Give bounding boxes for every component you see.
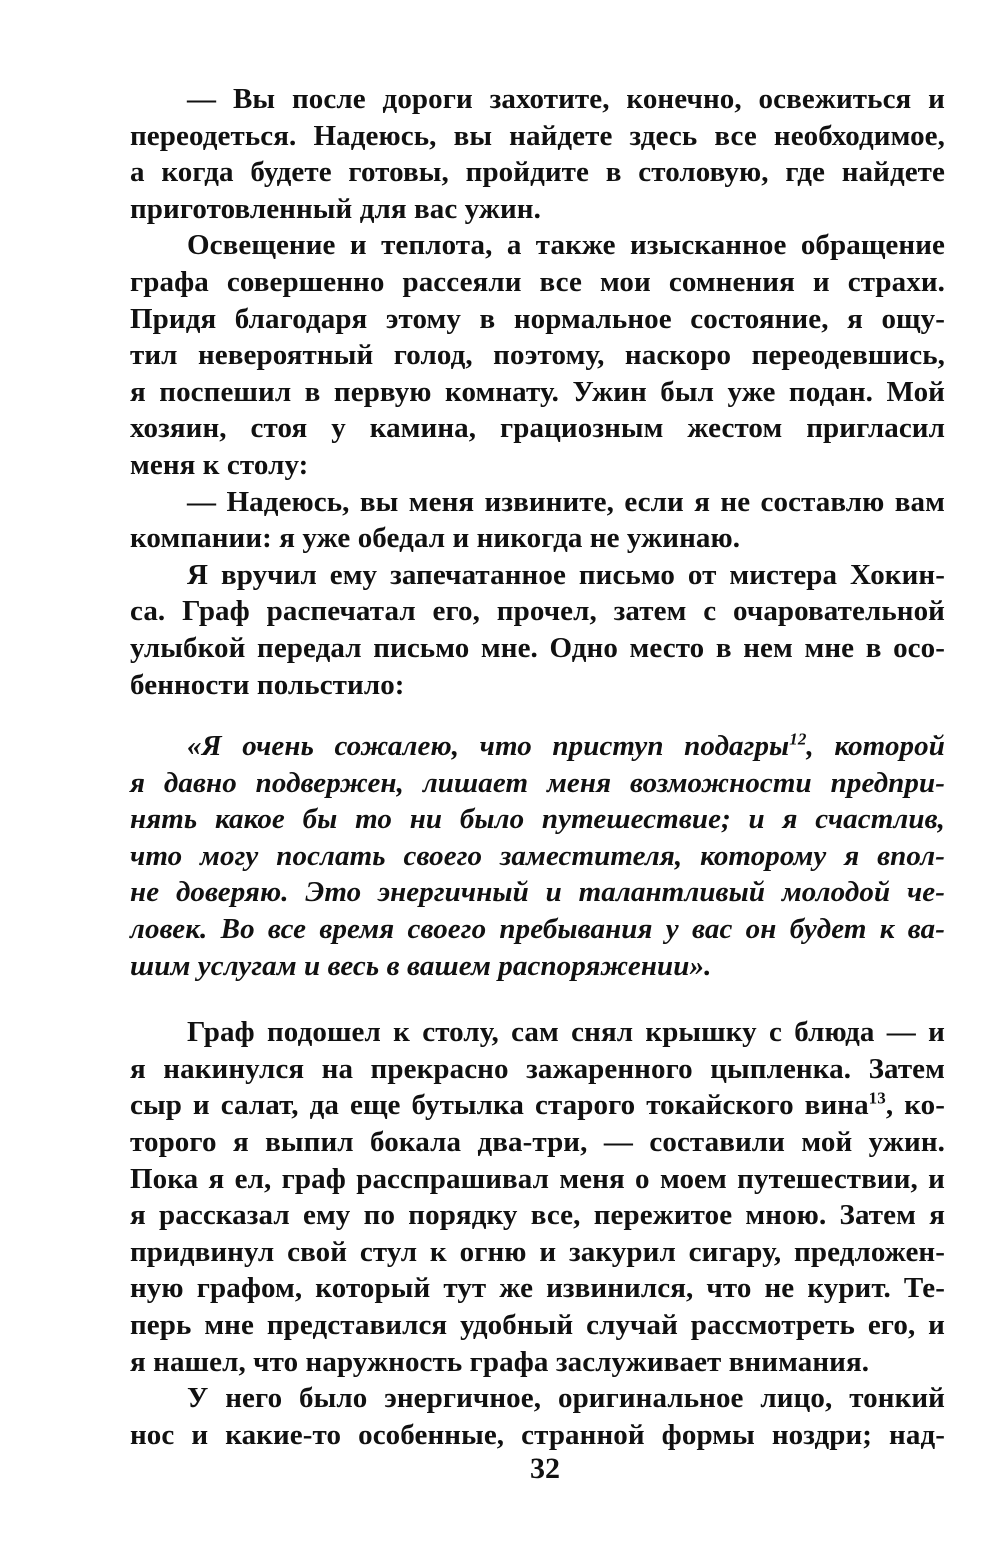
paragraph xyxy=(130,227,945,483)
footnote-marker: 12 xyxy=(789,729,807,749)
text-line: не доверяю. Это энергичный и талантливый молодой че- xyxy=(130,876,945,909)
paragraph xyxy=(130,484,945,557)
text-line: са. Граф распечатал его, прочел, затем с очаровательной xyxy=(130,595,945,628)
text-line: ловек. Во все время своего пребывания у вас он будет к ва- xyxy=(130,913,945,946)
text-line: перь мне представился удобный случай рассмотреть его, и xyxy=(130,1309,945,1341)
text-line: Пока я ел, граф расспрашивал меня о моем путешествии, и xyxy=(130,1162,945,1195)
text-line: — Надеюсь, вы меня извините, если я не составлю вам xyxy=(187,485,945,518)
text-line: шим услугам и весь в вашем распоряжении». xyxy=(130,949,712,982)
text-line: придвинул свой стул к огню и закурил сигару, предложен- xyxy=(130,1235,945,1268)
text-line: переодеться. Надеюсь, вы найдете здесь все необходимое, xyxy=(130,119,945,152)
text-line: бенности польстило: xyxy=(130,668,405,701)
text-line: графа совершенно рассеяли все мои сомнения и страхи. xyxy=(130,265,945,298)
text-line: я поспешил в первую комнату. Ужин был уже подан. Мой xyxy=(130,375,945,408)
text-line: компании: я уже обедал и никогда не ужинаю. xyxy=(130,522,741,555)
text-line xyxy=(130,1087,945,1124)
quoted-letter-paragraph xyxy=(130,728,945,984)
text-segment: , ко- xyxy=(885,1089,945,1122)
text-line: что могу послать своего заместителя, которому я впол- xyxy=(130,839,945,872)
text-segment: , которой xyxy=(806,730,945,763)
paragraph xyxy=(130,1380,945,1453)
text-line: меня к столу: xyxy=(130,448,309,481)
text-line xyxy=(130,728,945,765)
text-line: У него было энергичное, оригинальное лицо, тонкий xyxy=(187,1382,945,1415)
text-line: ную графом, который тут же извинился, что не курит. Те- xyxy=(130,1272,945,1305)
text-segment: сыр и салат, да еще бутылка старого токайского вина xyxy=(130,1089,869,1122)
text-line: я накинулся на прекрасно зажаренного цыпленка. Затем xyxy=(130,1052,945,1085)
text-line: Граф подошел к столу, сам снял крышку с блюда — и xyxy=(187,1016,945,1049)
text-line: Придя благодаря этому в нормальное состояние, я ощу- xyxy=(130,302,945,335)
book-page-text xyxy=(130,81,945,1453)
text-line: я рассказал ему по порядку все, пережитое мною. Затем я xyxy=(130,1199,945,1232)
text-line: а когда будете готовы, пройдите в столовую, где найдете xyxy=(130,156,945,189)
text-line: Я вручил ему запечатанное письмо от мистера Хокин- xyxy=(187,558,945,591)
text-line: я давно подвержен, лишает меня возможности предпри- xyxy=(130,766,945,799)
text-line: улыбкой передал письмо мне. Одно место в нем мне в осо- xyxy=(130,631,945,664)
text-line: приготовленный для вас ужин. xyxy=(130,192,541,225)
text-segment: «Я очень сожалею, что приступ подагры xyxy=(187,730,790,763)
text-line: нос и какие-то особенные, странной формы ноздри; над- xyxy=(130,1418,945,1451)
text-line: тил невероятный голод, поэтому, наскоро переодевшись, xyxy=(130,339,945,372)
text-line: торого я выпил бокала два-три, — составили мой ужин. xyxy=(130,1126,945,1159)
text-line: — Вы после дороги захотите, конечно, освежиться и xyxy=(187,83,945,115)
text-line: я нашел, что наружность графа заслуживает внимания. xyxy=(130,1345,870,1378)
paragraph xyxy=(130,1014,945,1380)
footnote-marker: 13 xyxy=(868,1088,886,1108)
paragraph xyxy=(130,557,945,703)
paragraph xyxy=(130,81,945,227)
text-line: нять какое бы то ни было путешествие; и я счастлив, xyxy=(130,803,945,836)
text-line: хозяин, стоя у камина, грациозным жестом пригласил xyxy=(130,412,945,445)
page-number: 32 xyxy=(530,1452,560,1485)
text-line: Освещение и теплота, а также изысканное обращение xyxy=(187,229,945,262)
